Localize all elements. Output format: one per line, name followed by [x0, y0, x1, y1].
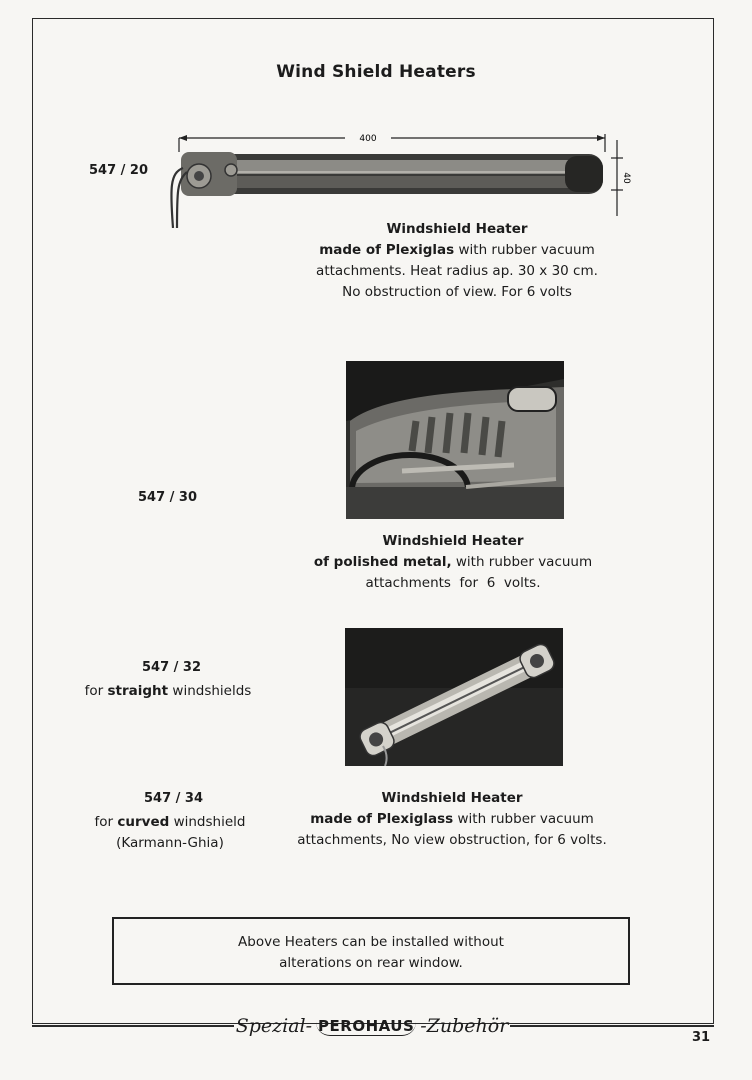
- item-3-line1-rest: with rubber vacuum: [453, 811, 594, 827]
- item-2-description: [296, 531, 610, 594]
- note-a-bold: straight: [107, 683, 169, 699]
- item-code-547-30: 547 / 30: [138, 490, 198, 505]
- item-1-description: [290, 219, 624, 303]
- item-code-547-34: 547 / 34: [144, 791, 204, 806]
- footer-rule-right: [510, 1025, 714, 1027]
- item-code-547-32: 547 / 32: [142, 660, 202, 675]
- page-title: Wind Shield Heaters: [276, 62, 476, 82]
- note-b-suffix: windshield: [169, 814, 246, 830]
- footer-left-text: Spezial-: [235, 1015, 313, 1037]
- footer-right-text: -Zubehör: [420, 1015, 509, 1037]
- note-b-line2: (Karmann-Ghia): [116, 835, 224, 851]
- item-547-32-note: [60, 681, 276, 702]
- installation-note-box: [112, 917, 630, 985]
- item-1-line1-rest: with rubber vacuum: [454, 242, 595, 258]
- item-2-line2: attachments for 6 volts.: [365, 575, 541, 591]
- note-b-bold: curved: [117, 814, 170, 830]
- item-code-547-20: 547 / 20: [89, 163, 149, 178]
- item-3-line2: attachments, No view obstruction, for 6 volts.: [297, 832, 607, 848]
- installation-note-line2: alterations on rear window.: [279, 955, 463, 971]
- item-1-line3: No obstruction of view. For 6 volts: [342, 284, 572, 300]
- note-b-prefix: for: [94, 814, 118, 830]
- installation-note-line1: Above Heaters can be installed without: [238, 934, 504, 950]
- note-a-suffix: windshields: [168, 683, 252, 699]
- footer-brand: PEROHAUS: [318, 1016, 415, 1035]
- item-1-line1-bold: made of Plexiglas: [319, 242, 455, 258]
- item-2-heading: Windshield Heater: [382, 533, 524, 549]
- footer-rule-left: [32, 1025, 234, 1027]
- dimension-height-label: 40: [621, 172, 631, 184]
- item-2-line1-rest: with rubber vacuum: [451, 554, 593, 570]
- item-1-heading: Windshield Heater: [386, 221, 528, 237]
- metal-heater-photo: [346, 361, 564, 519]
- item-1-line2: attachments. Heat radius ap. 30 x 30 cm.: [316, 263, 598, 279]
- item-547-34-note: [70, 812, 270, 854]
- dimension-length-label: 400: [359, 134, 377, 144]
- note-a-prefix: for: [84, 683, 108, 699]
- item-3-line1-bold: made of Plexiglass: [310, 811, 454, 827]
- item-3-description: [278, 788, 626, 851]
- page-number: 31: [692, 1030, 711, 1045]
- item-2-line1-bold: of polished metal,: [313, 554, 452, 570]
- footer-brand-logo: [232, 1008, 512, 1044]
- item-3-heading: Windshield Heater: [381, 790, 523, 806]
- plexiglass-heater-photo: [345, 628, 563, 766]
- plexiglas-heater-drawing: [165, 128, 635, 228]
